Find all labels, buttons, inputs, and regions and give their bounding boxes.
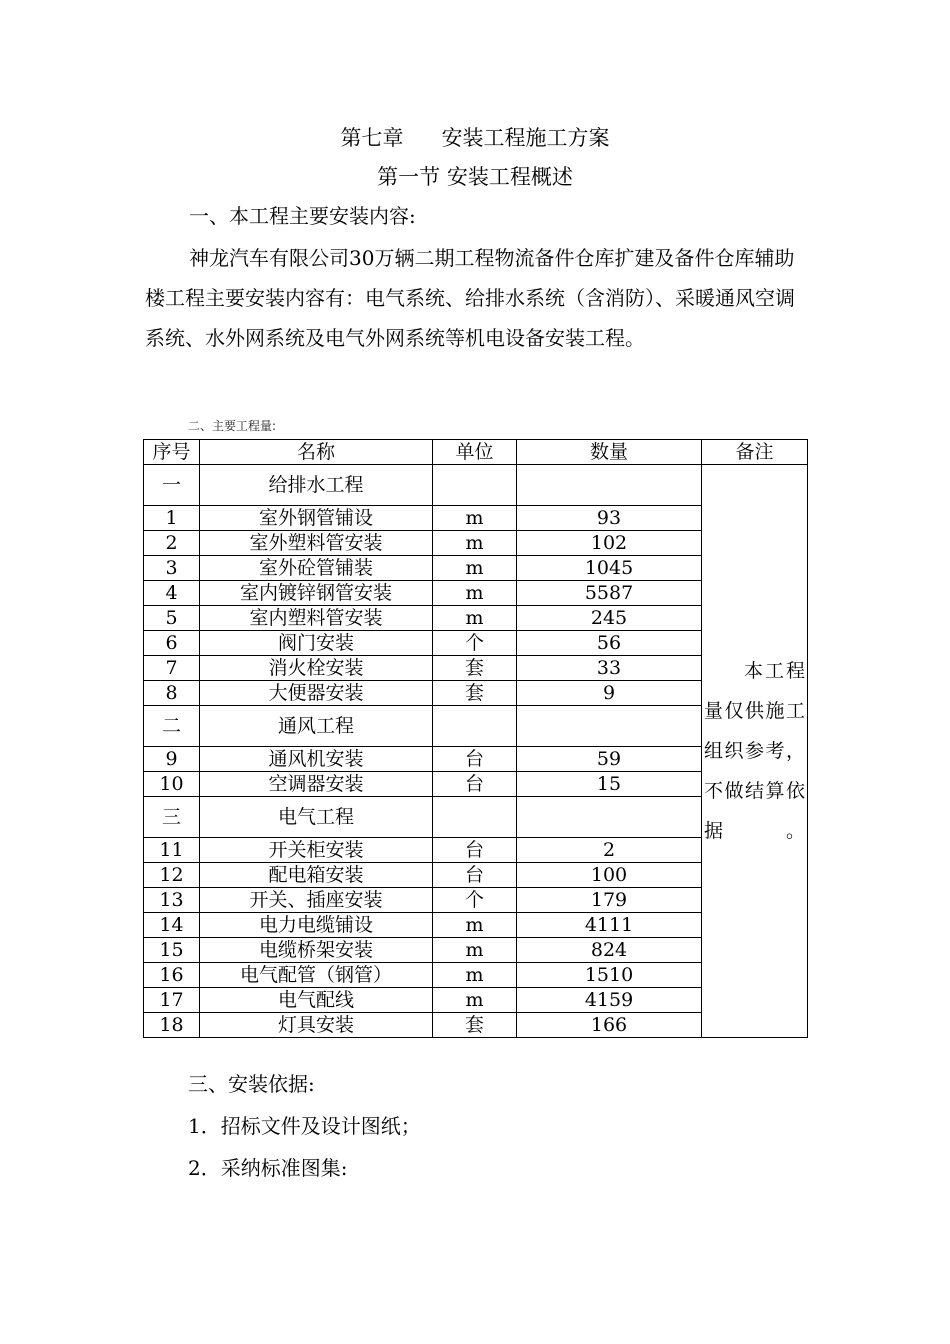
- cell-no: 16: [144, 963, 200, 988]
- cell-qty: 166: [517, 1013, 702, 1038]
- cell-no: 17: [144, 988, 200, 1013]
- cell-unit: 个: [433, 888, 517, 913]
- table-header-row: [144, 440, 808, 465]
- cell-no: 二: [144, 706, 200, 747]
- cell-qty: 4159: [517, 988, 702, 1013]
- cell-unit: 台: [433, 838, 517, 863]
- cell-unit: m: [433, 963, 517, 988]
- cell-unit: m: [433, 506, 517, 531]
- cell-no: 6: [144, 631, 200, 656]
- chapter-subtitle: 安装工程施工方案: [441, 126, 610, 150]
- table-body: [144, 465, 808, 1038]
- cell-name: 电气配线: [200, 988, 433, 1013]
- cell-name: 灯具安装: [200, 1013, 433, 1038]
- cell-qty: [517, 465, 702, 506]
- cell-qty: 179: [517, 888, 702, 913]
- cell-no: 1: [144, 506, 200, 531]
- cell-unit: m: [433, 556, 517, 581]
- cell-no: 18: [144, 1013, 200, 1038]
- cell-unit: [433, 465, 517, 506]
- cell-no: 2: [144, 531, 200, 556]
- cell-qty: [517, 797, 702, 838]
- cell-no: 14: [144, 913, 200, 938]
- cell-unit: [433, 706, 517, 747]
- cell-unit: m: [433, 581, 517, 606]
- heading-install-content: 一、本工程主要安装内容:: [189, 204, 416, 228]
- cell-name: 给排水工程: [200, 465, 433, 506]
- cell-qty: 4111: [517, 913, 702, 938]
- section-title: 第一节 安装工程概述: [377, 165, 573, 189]
- cell-note: [702, 465, 808, 1038]
- cell-no: 10: [144, 772, 200, 797]
- cell-unit: m: [433, 913, 517, 938]
- heading-quantities: 二、主要工程量:: [188, 419, 277, 433]
- cell-qty: 33: [517, 656, 702, 681]
- cell-name: 室外砼管铺装: [200, 556, 433, 581]
- header-name: 名称: [200, 440, 433, 465]
- heading-basis: 三、安装依据:: [188, 1072, 315, 1096]
- cell-no: 5: [144, 606, 200, 631]
- cell-name: 消火栓安装: [200, 656, 433, 681]
- cell-name: 室外钢管铺设: [200, 506, 433, 531]
- cell-name: 通风工程: [200, 706, 433, 747]
- cell-no: 12: [144, 863, 200, 888]
- cell-qty: 824: [517, 938, 702, 963]
- header-unit: 单位: [433, 440, 517, 465]
- cell-qty: 5587: [517, 581, 702, 606]
- cell-qty: [517, 706, 702, 747]
- header-no: 序号: [144, 440, 200, 465]
- cell-name: 电气工程: [200, 797, 433, 838]
- cell-qty: 9: [517, 681, 702, 706]
- cell-unit: 台: [433, 772, 517, 797]
- cell-unit: 套: [433, 1013, 517, 1038]
- cell-unit: 套: [433, 681, 517, 706]
- chapter-title: 第七章: [340, 126, 404, 150]
- cell-no: 8: [144, 681, 200, 706]
- cell-no: 三: [144, 797, 200, 838]
- cell-qty: 59: [517, 747, 702, 772]
- cell-name: 电气配管（钢管）: [200, 963, 433, 988]
- table-section-row: [144, 465, 808, 506]
- cell-qty: 15: [517, 772, 702, 797]
- cell-name: 电力电缆铺设: [200, 913, 433, 938]
- cell-name: 大便器安装: [200, 681, 433, 706]
- quantities-table: [143, 439, 808, 1038]
- cell-unit: 个: [433, 631, 517, 656]
- intro-paragraph: 神龙汽车有限公司30万辆二期工程物流备件仓库扩建及备件仓库辅助楼工程主要安装内容有：电气系统、给排水系统（含消防）、采暖通风空调系统、水外网系统及电气外网系统等机电设备安装工程。: [145, 246, 795, 350]
- cell-no: 9: [144, 747, 200, 772]
- chapter-heading: [0, 122, 950, 152]
- cell-unit: 台: [433, 863, 517, 888]
- cell-unit: m: [433, 938, 517, 963]
- cell-qty: 1510: [517, 963, 702, 988]
- basis-item-1: 1．招标文件及设计图纸；: [188, 1114, 421, 1138]
- cell-no: 4: [144, 581, 200, 606]
- header-qty: 数量: [517, 440, 702, 465]
- cell-unit: m: [433, 531, 517, 556]
- cell-unit: m: [433, 988, 517, 1013]
- cell-unit: m: [433, 606, 517, 631]
- cell-name: 室内塑料管安装: [200, 606, 433, 631]
- cell-no: 11: [144, 838, 200, 863]
- cell-no: 15: [144, 938, 200, 963]
- cell-name: 阀门安装: [200, 631, 433, 656]
- cell-qty: 93: [517, 506, 702, 531]
- cell-qty: 56: [517, 631, 702, 656]
- note-text: 本工程量仅供施工组织参考，不做结算依据。: [704, 660, 805, 842]
- cell-qty: 1045: [517, 556, 702, 581]
- cell-qty: 2: [517, 838, 702, 863]
- basis-item-2: 2．采纳标准图集:: [188, 1156, 348, 1180]
- cell-name: 配电箱安装: [200, 863, 433, 888]
- cell-name: 室外塑料管安装: [200, 531, 433, 556]
- cell-name: 开关柜安装: [200, 838, 433, 863]
- cell-no: 13: [144, 888, 200, 913]
- cell-name: 开关、插座安装: [200, 888, 433, 913]
- cell-no: 一: [144, 465, 200, 506]
- cell-qty: 100: [517, 863, 702, 888]
- cell-qty: 102: [517, 531, 702, 556]
- cell-no: 3: [144, 556, 200, 581]
- cell-name: 空调器安装: [200, 772, 433, 797]
- cell-name: 电缆桥架安装: [200, 938, 433, 963]
- cell-no: 7: [144, 656, 200, 681]
- cell-unit: [433, 797, 517, 838]
- cell-unit: 套: [433, 656, 517, 681]
- cell-unit: 台: [433, 747, 517, 772]
- cell-name: 通风机安装: [200, 747, 433, 772]
- cell-name: 室内镀锌钢管安装: [200, 581, 433, 606]
- cell-qty: 245: [517, 606, 702, 631]
- header-note: 备注: [702, 440, 808, 465]
